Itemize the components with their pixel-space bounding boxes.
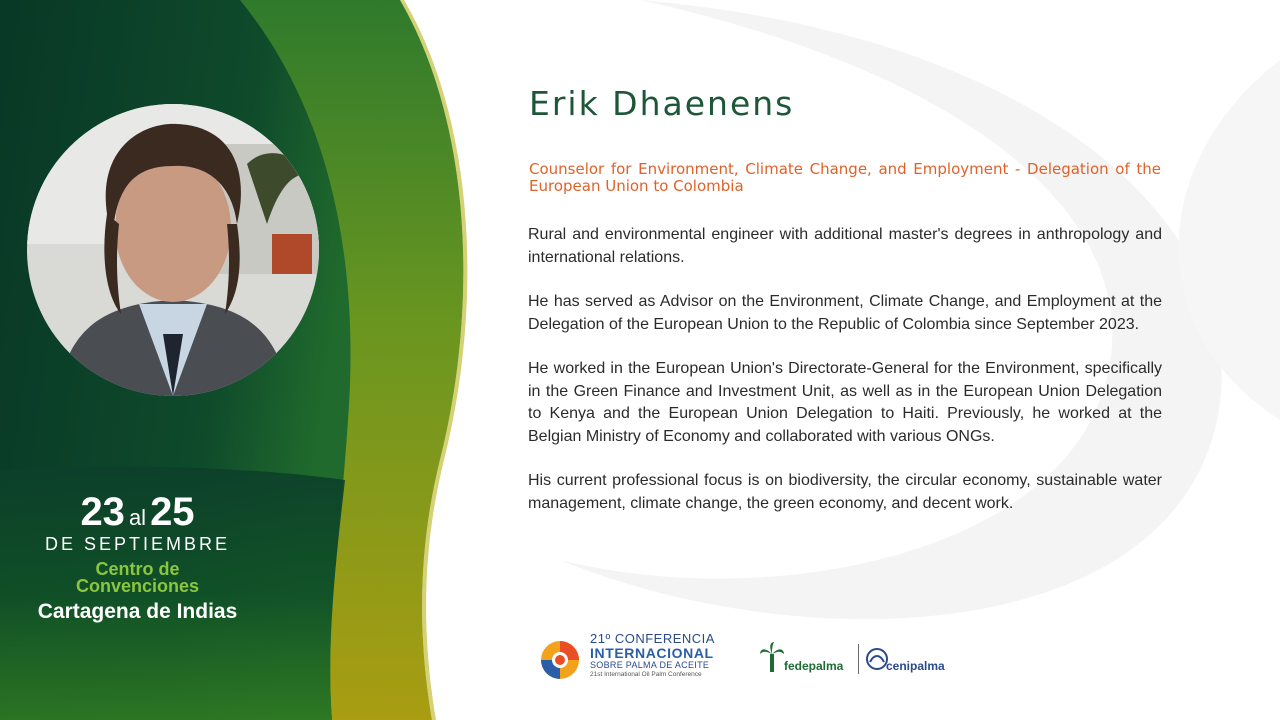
conference-line1: 21º CONFERENCIA	[590, 631, 715, 646]
conference-logo	[540, 632, 740, 688]
cenipalma-emblem-icon	[866, 648, 888, 670]
conference-emblem-icon	[540, 640, 580, 680]
fedepalma-logo-text: fedepalma	[784, 659, 844, 673]
speaker-portrait-image	[27, 104, 319, 396]
day-start: 23	[80, 490, 125, 534]
conference-line2: INTERNACIONAL	[590, 645, 714, 661]
bio-paragraph: He worked in the European Union's Directorate-General for the Environment, specifically in the Green Finance and Investment Unit, as well as in the European Union Delegation to Kenya and the European Union Delegation to Haiti. Previously, he worked at the Belgian Ministry of Economy and collaborated with various ONGs.	[528, 360, 1162, 445]
event-month: DE SEPTIEMBRE	[44, 534, 231, 554]
palm-tree-icon	[760, 642, 784, 672]
conference-text	[590, 632, 740, 679]
bio-paragraph: He has served as Advisor on the Environment, Climate Change, and Employment at the Delegation of the European Union to the Republic of Colombia since September 2023.	[528, 293, 1162, 333]
conference-line3: SOBRE PALMA DE ACEITE	[590, 660, 710, 670]
speaker-photo	[27, 104, 319, 396]
event-venue: Centro de Convenciones	[75, 559, 200, 596]
event-city: Cartagena de Indias	[37, 600, 238, 623]
speaker-bio	[528, 224, 1162, 537]
day-end: 25	[150, 490, 195, 534]
partner-logos	[760, 640, 945, 676]
bio-paragraph: Rural and environmental engineer with additional master's degrees in anthropology and international relations.	[528, 226, 1162, 266]
bio-paragraph: His current professional focus is on biodiversity, the circular economy, sustainable water management, climate change, the green economy, and decent work.	[528, 472, 1162, 512]
speaker-name: Erik Dhaenens	[529, 84, 795, 123]
day-connector: al	[128, 505, 147, 530]
cenipalma-logo-text: cenipalma	[886, 659, 945, 673]
speaker-role: Counselor for Environment, Climate Change, and Employment - Delegation of the European Union to Colombia	[529, 160, 1161, 195]
logo-divider	[858, 644, 859, 674]
conference-line4: 21st International Oil Palm Conference	[590, 671, 702, 678]
